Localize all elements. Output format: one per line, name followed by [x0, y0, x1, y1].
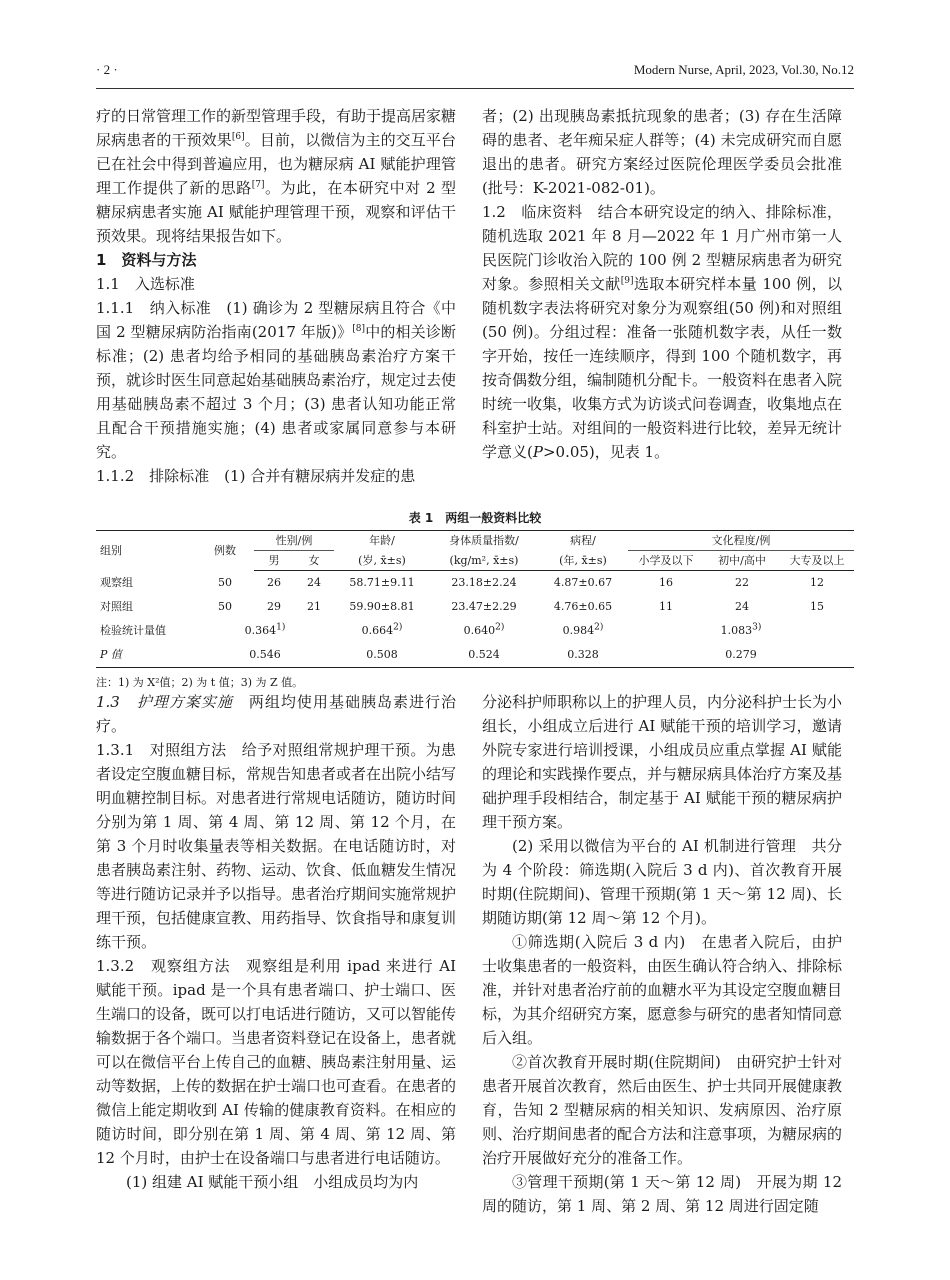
- column-bottom-right: [482, 690, 842, 1218]
- exclusion-criteria-start: 1.1.2 排除标准 (1) 合并有糖尿病并发症的患: [96, 467, 416, 485]
- ai-team-paragraph: (1) 组建 AI 赋能干预小组 小组成员均为内: [126, 1173, 419, 1191]
- th-bmi: 身体质量指数/: [430, 531, 538, 551]
- th-age-unit: (岁, x̄±s): [334, 551, 430, 571]
- column-bottom-left: [96, 690, 456, 1194]
- ai-team-cont: 分泌科护师职称以上的护理人员，内分泌科护士长为小组长，小组成立后进行 AI 赋能干预的培训学习，邀请外院专家进行培训授课，小组成员应重点掌握 AI 赋能的理论和实践操作要点，并与糖尿病具体治疗方案及基础护理手段相结合，制定基于 AI 赋能干预的糖尿病护理干预方案。: [482, 693, 843, 831]
- p-value-row: P 值 0.546 0.508 0.524 0.328 0.279: [96, 643, 854, 668]
- column-top-left: [96, 104, 456, 488]
- th-edu-middle: 初中/高中: [704, 551, 780, 571]
- exclusion-criteria-cont: 者；(2) 出现胰岛素抵抗现象的患者；(3) 存在生活障碍的患者、老年痴呆症人群等；(4) 未完成研究而自愿退出的患者。研究方案经过医院伦理医学委员会批准(批号：K-2021-082-01)。: [482, 107, 842, 197]
- th-sex: 性别/例: [254, 531, 334, 551]
- intro-paragraph: 疗的日常管理工作的新型管理手段，有助于提高居家糖尿病患者的干预效果[6]。目前，以微信为主的交互平台已在社会中得到普遍应用，也为糖尿病 AI 赋能护理管理工作提供了新的思路[7]。为此，在本研究中对 2 型糖尿病患者实施 AI 赋能护理管理干预，观察和评估干预效果。现将结果报告如下。: [96, 107, 457, 245]
- section-heading-1-1: 1.1 入选标准: [96, 275, 195, 293]
- journal-citation: Modern Nurse, April, 2023, Vol.30, No.12: [633, 62, 854, 77]
- general-data-table: [96, 530, 854, 668]
- th-cases: 例数: [196, 531, 254, 571]
- th-female: 女: [294, 551, 334, 571]
- th-edu-college: 大专及以上: [780, 551, 854, 571]
- clinical-data: 1.2 临床资料 结合本研究设定的纳入、排除标准，随机选取 2021 年 8 月—2022 年 1 月广州市第一人民医院门诊收治入院的 100 例 2 型糖尿病患者为研究对象。参照相关文献[9]选取本研究样本量 100 例，以随机数字表法将研究对象分为观察组(50 例)和对照组(50 例)。分组过程：准备一张随机数字表，从任一数字开始，按任一连续顺序，得到 100 个随机数字，再按奇偶数分组，编制随机分配卡。一般资料在患者入院时统一收集，收集方式为访谈式问卷调查，收集地点在科室护士站。对组间的一般资料进行比较，差异无统计学意义(P>0.05)，见表 1。: [482, 203, 843, 461]
- page-number: · 2 ·: [96, 62, 118, 77]
- section-heading-1: 1 资料与方法: [96, 251, 197, 269]
- stat-row: 检验统计量值 0.364$^{1)}$ 0.664$^{2)}$ 0.640$^{2)}$ 0.984$^{2)}$ 1.083$^{3)}$: [100, 622, 762, 637]
- header-rule: [96, 88, 854, 89]
- table-caption: 表 1 两组一般资料比较: [408, 511, 542, 525]
- th-male: 男: [254, 551, 294, 571]
- first-education-phase: ②首次教育开展时期(住院期间) 由研究护士针对患者开展首次教育，然后由医生、护士共同开展健康教育，告知 2 型糖尿病的相关知识、发病原因、治疗原则、治疗期间患者的配合方法和注意事项，为糖尿病的治疗开展做好充分的准备工作。: [482, 1053, 843, 1167]
- th-group: 组别: [96, 531, 196, 571]
- table-1: [96, 508, 854, 690]
- th-education: 文化程度/例: [628, 531, 854, 551]
- table-note: 注：1) 为 X²值；2) 为 t 值；3) 为 Z 值。: [96, 676, 304, 689]
- th-edu-primary: 小学及以下: [628, 551, 704, 571]
- observation-group-method: 1.3.2 观察组方法 观察组是利用 ipad 来进行 AI 赋能干预。ipad 是一个具有患者端口、护士端口、医生端口的设备，既可以打电话进行随访，又可以智能传输数据于各个端口。当患者资料登记在设备上，患者就可以在微信平台上传自己的血糖、胰岛素注射用量、运动等数据，上传的数据在护士端口也可查看。在患者的微信上能定期收到 AI 传输的健康教育资料。在相应的随访时间，即分别在第 1 周、第 4 周、第 12 周、第 12 个月时，由护士在设备端口与患者进行电话随访。: [96, 957, 457, 1167]
- wechat-management: (2) 采用以微信为平台的 AI 机制进行管理 共分为 4 个阶段：筛选期(入院后 3 d 内)、首次教育开展时期(住院期间)、管理干预期(第 1 天～第 12 周)、长期随访期(第 12 周～第 12 个月)。: [482, 837, 842, 927]
- nursing-plan: 1.3 护理方案实施 两组均使用基础胰岛素进行治疗。: [96, 693, 456, 735]
- table-row: 观察组 50 26 24 58.71±9.11 23.18±2.24 4.87±0.67 16 22 12: [100, 575, 824, 589]
- screening-phase: ①筛选期(入院后 3 d 内) 在患者入院后，由护士收集患者的一般资料，由医生确认符合纳入、排除标准，并针对患者治疗前的血糖水平为其设定空腹血糖目标，为其介绍研究方案，愿意参与研究的患者知情同意后入组。: [482, 933, 843, 1047]
- running-header: [96, 62, 854, 82]
- inclusion-criteria: 1.1.1 纳入标准 (1) 确诊为 2 型糖尿病且符合《中国 2 型糖尿病防治指南(2017 年版)》[8]中的相关诊断标准；(2) 患者均给予相同的基础胰岛素治疗方案干预，就诊时医生同意起始基础胰岛素治疗，规定过去使用基础胰岛素不超过 3 个月；(3) 患者认知功能正常且配合干预措施实施；(4) 患者或家属同意参与本研究。: [96, 299, 457, 461]
- control-group-method: 1.3.1 对照组方法 给予对照组常规护理干预。为患者设定空腹血糖目标，常规告知患者或者在出院小结写明血糖控制目标。对患者进行常规电话随访，随访时间分别为第 1 周、第 4 周、第 12 周、第 12 个月，在第 3 个月时收集量表等相关数据。在电话随访时，对患者胰岛素注射、药物、运动、饮食、低血糖发生情况等进行随访记录并予以指导。患者治疗期间实施常规护理干预，包括健康宣教、用药指导、饮食指导和康复训练干预。: [96, 741, 457, 951]
- column-top-right: [482, 104, 842, 464]
- management-phase: ③管理干预期(第 1 天～第 12 周) 开展为期 12 周的随访，第 1 周、第 2 周、第 12 周进行固定随: [482, 1173, 842, 1215]
- th-age: 年龄/: [334, 531, 430, 551]
- table-row: 对照组 50 29 21 59.90±8.81 23.47±2.29 4.76±0.65 11 24 15: [100, 600, 824, 613]
- th-course-unit: (年, x̄±s): [538, 551, 628, 571]
- th-bmi-unit: (kg/m², x̄±s): [430, 551, 538, 571]
- th-course: 病程/: [538, 531, 628, 551]
